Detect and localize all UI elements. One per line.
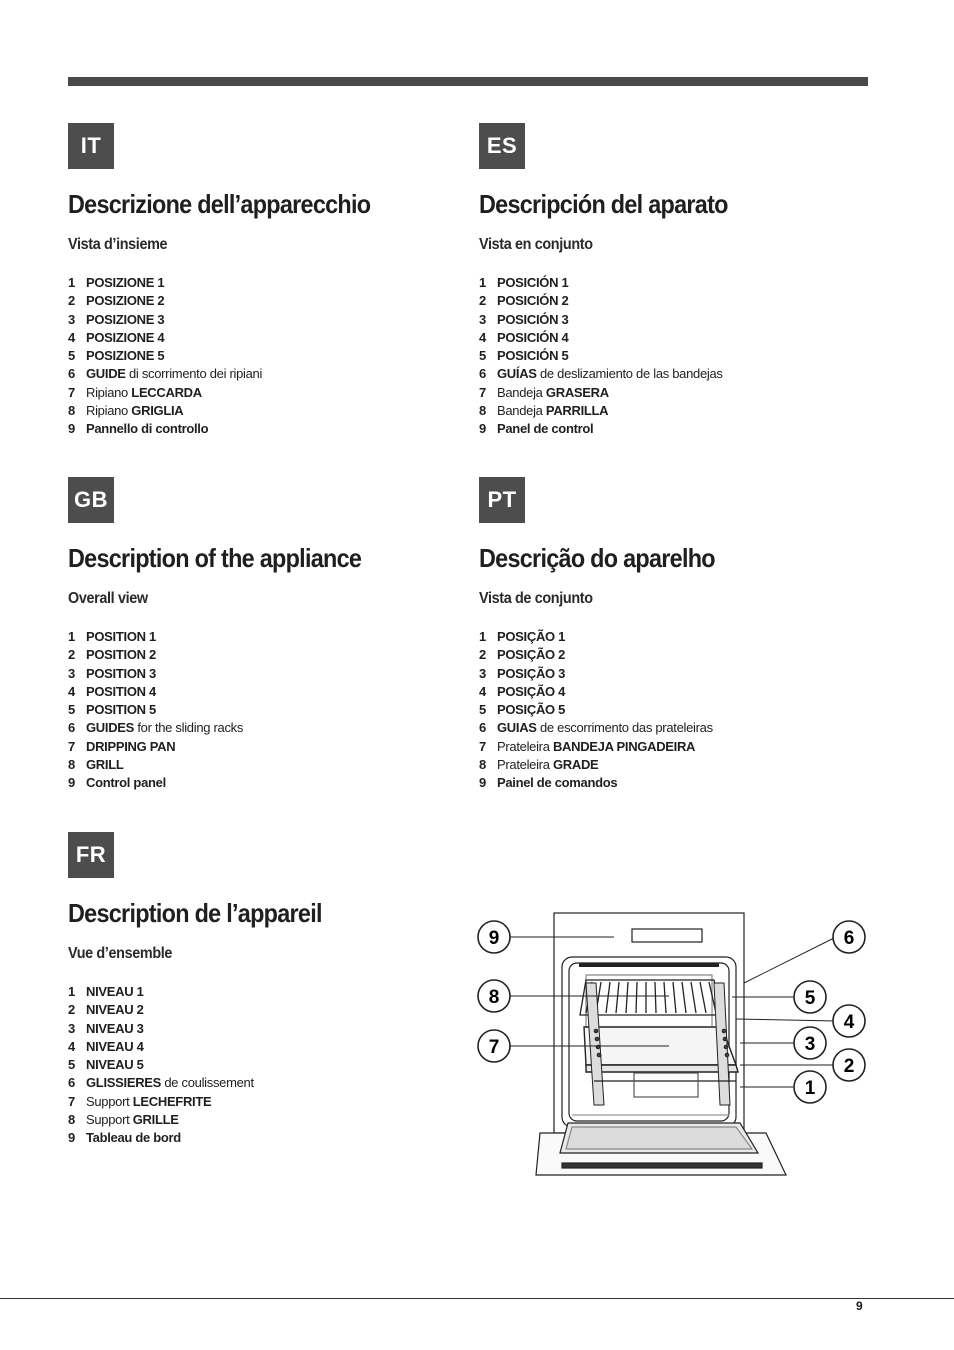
list-item: 6 GUÍAS de deslizamiento de las bandejas: [479, 366, 723, 382]
list-item: 3 POSICIÓN 3: [479, 311, 569, 327]
section-title-pt: Descrição do aparelho: [479, 543, 715, 573]
list-item: 2 POSITION 2: [68, 647, 156, 663]
svg-text:4: 4: [843, 1012, 855, 1033]
rack-bar: [673, 982, 676, 1013]
svg-text:6: 6: [843, 928, 855, 949]
section-pt: [479, 477, 839, 790]
section-subtitle-gb: Overall view: [68, 590, 148, 607]
list-item: 2 POSIÇÃO 2: [479, 647, 566, 663]
section-title-gb: Description of the appliance: [68, 543, 362, 573]
svg-text:5: 5: [804, 988, 816, 1009]
list-item: 7 DRIPPING PAN: [68, 738, 176, 754]
list-item: 3 POSIÇÃO 3: [479, 665, 566, 681]
rack-bar: [626, 982, 628, 1013]
list-item: 8 Bandeja PARRILLA: [479, 402, 609, 418]
header-rule: [68, 77, 868, 86]
list-item: 6 GUIAS de escorrimento das prateleiras: [479, 720, 713, 736]
rack-bar: [655, 982, 656, 1013]
list-item: 5 POSITION 5: [68, 702, 156, 717]
list-item: 8 GRILL: [68, 756, 124, 772]
section-subtitle-fr: Vue d’ensemble: [68, 945, 173, 962]
list-item: 5 POSIÇÃO 5: [479, 702, 566, 717]
rack-bar: [691, 982, 696, 1013]
rack-bar: [636, 982, 637, 1013]
rack-bar: [616, 982, 619, 1013]
callout-8: [478, 980, 510, 1012]
language-badge-es: ES: [479, 123, 525, 169]
svg-text:2: 2: [843, 1056, 855, 1077]
list-item: 1 POSIZIONE 1: [68, 275, 165, 290]
list-item: 4 POSICIÓN 4: [479, 329, 569, 345]
list-item: 4 POSITION 4: [68, 683, 156, 699]
section-subtitle-it: Vista d’insieme: [68, 236, 168, 253]
list-item: 8 Ripiano GRIGLIA: [68, 402, 184, 418]
language-badge-gb: GB: [68, 477, 114, 523]
list-item: 6 GLISSIERES de coulissement: [68, 1075, 254, 1091]
callout-3: [794, 1027, 826, 1059]
list-item: 7 Support LECHEFRITE: [68, 1093, 212, 1109]
rack-bar: [700, 982, 706, 1013]
parts-list-es: [479, 274, 723, 438]
language-badge-it: IT: [68, 123, 114, 169]
parts-list-it: [68, 274, 262, 438]
list-item: 9 Panel de control: [479, 421, 594, 436]
grill-rack: [580, 980, 722, 1015]
list-item: 2 POSIZIONE 2: [68, 293, 165, 309]
oven-door: [536, 1123, 786, 1175]
list-item: 3 POSIZIONE 3: [68, 311, 165, 327]
callout-7: [478, 1030, 510, 1062]
dripping-pan: [584, 1027, 738, 1072]
language-badge-pt: PT: [479, 477, 525, 523]
control-display: [632, 929, 702, 942]
svg-text:3: 3: [804, 1034, 816, 1055]
svg-text:8: 8: [488, 987, 500, 1008]
callout-1: [794, 1071, 826, 1103]
list-item: 8 Prateleira GRADE: [479, 756, 599, 772]
list-item: 9 Painel de comandos: [479, 775, 618, 790]
list-item: 9 Pannello di controllo: [68, 421, 209, 436]
section-subtitle-es: Vista en conjunto: [479, 236, 593, 253]
oven-diagram: [474, 905, 874, 1185]
list-item: 7 Ripiano LECCARDA: [68, 384, 202, 400]
callout-2: [833, 1049, 865, 1081]
list-item: 6 GUIDE di scorrimento dei ripiani: [68, 366, 263, 382]
list-item: 3 NIVEAU 3: [68, 1020, 144, 1036]
section-it: [68, 123, 428, 436]
list-item: 1 NIVEAU 1: [68, 984, 144, 999]
svg-text:9: 9: [488, 928, 500, 949]
callout-6: [833, 921, 865, 953]
list-item: 7 Prateleira BANDEJA PINGADEIRA: [479, 738, 696, 754]
list-item: 4 NIVEAU 4: [68, 1038, 144, 1054]
list-item: 6 GUIDES for the sliding racks: [68, 720, 244, 736]
list-item: 5 NIVEAU 5: [68, 1057, 144, 1072]
section-title-es: Descripción del aparato: [479, 189, 728, 219]
list-item: 9 Tableau de bord: [68, 1130, 181, 1145]
language-badge-fr: FR: [68, 832, 114, 878]
callout-9: [478, 921, 510, 953]
svg-text:1: 1: [804, 1078, 816, 1099]
section-subtitle-pt: Vista de conjunto: [479, 590, 593, 607]
section-gb: [68, 477, 428, 790]
list-item: 1 POSICIÓN 1: [479, 275, 569, 290]
rack-bar: [682, 982, 686, 1013]
list-item: 8 Support GRILLE: [68, 1111, 179, 1127]
parts-list-gb: [68, 628, 243, 792]
page-number: 9: [856, 1299, 863, 1313]
list-item: 3 POSITION 3: [68, 665, 156, 681]
list-item: 2 POSICIÓN 2: [479, 293, 569, 309]
parts-list-pt: [479, 628, 713, 792]
section-title-fr: Description de l’appareil: [68, 898, 322, 928]
rack-bar: [664, 982, 666, 1013]
list-item: 1 POSITION 1: [68, 629, 156, 644]
callout-4: [833, 1005, 865, 1037]
list-item: 2 NIVEAU 2: [68, 1002, 144, 1018]
list-item: 5 POSIZIONE 5: [68, 348, 165, 363]
list-item: 1 POSIÇÃO 1: [479, 629, 566, 644]
section-es: [479, 123, 839, 436]
list-item: 4 POSIZIONE 4: [68, 329, 165, 345]
section-title-it: Descrizione dell’apparecchio: [68, 189, 371, 219]
section-fr: [68, 832, 428, 1145]
list-item: 9 Control panel: [68, 775, 166, 790]
list-item: 4 POSIÇÃO 4: [479, 683, 566, 699]
footer-rule: [0, 1298, 954, 1299]
parts-list-fr: [68, 983, 254, 1147]
svg-text:7: 7: [488, 1037, 500, 1058]
callout-5: [794, 981, 826, 1013]
list-item: 7 Bandeja GRASERA: [479, 384, 609, 400]
list-item: 5 POSICIÓN 5: [479, 348, 569, 363]
rack-bar: [606, 982, 610, 1013]
